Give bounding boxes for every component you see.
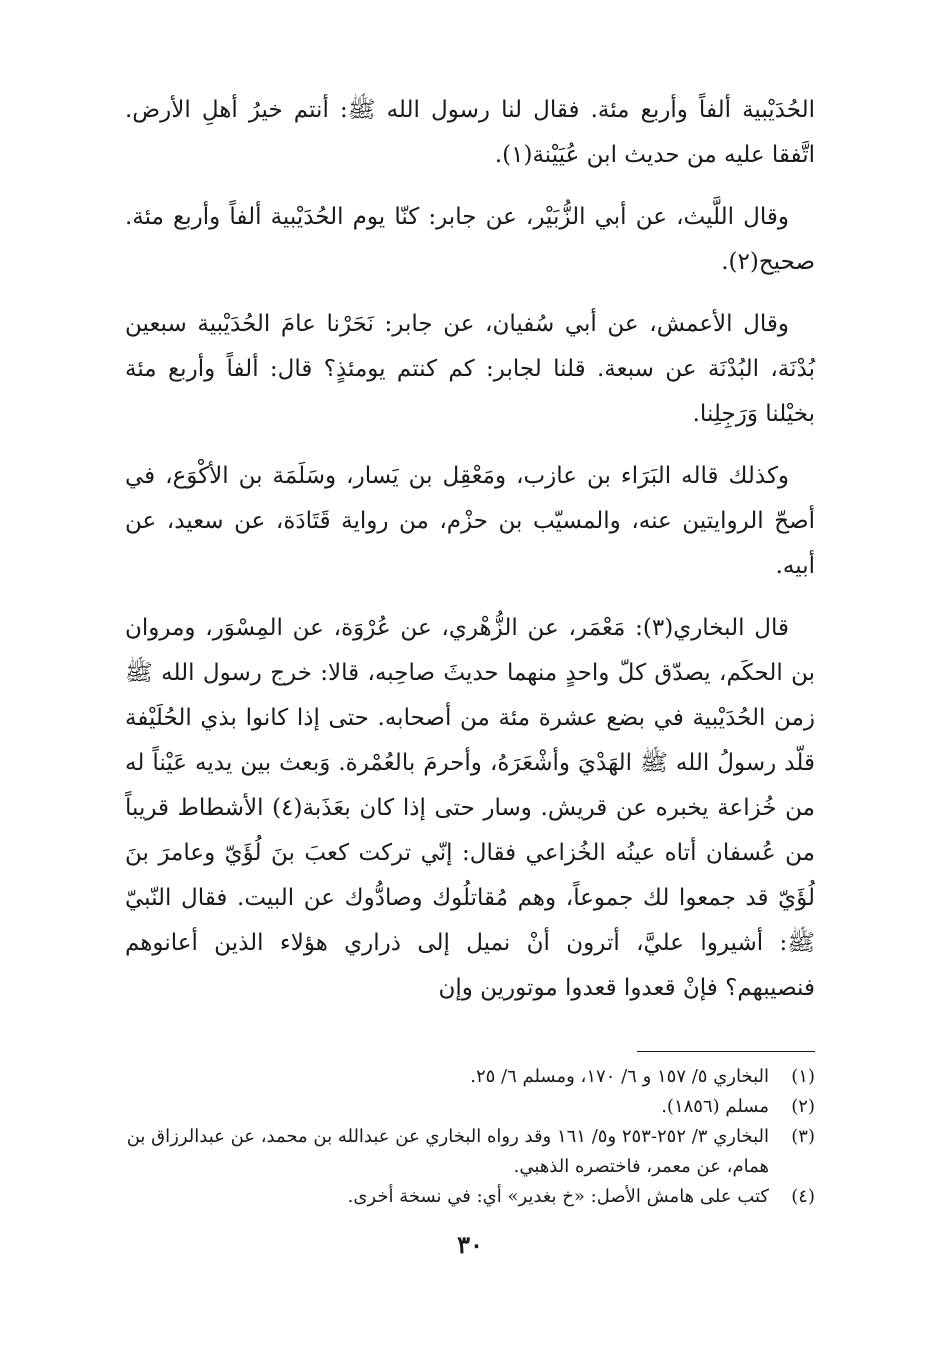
page-number: ٣٠	[457, 1230, 483, 1259]
footnote-number: (٤)	[791, 1186, 815, 1207]
paragraph-1: الحُدَيْبية ألفاً وأربع مئة. فقال لنا رسول الله ﷺ: أنتم خيرُ أهلِ الأرض. اتَّفقا عليه من حديث ابن عُيَيْنة(١).	[125, 97, 815, 168]
footnote-4	[125, 1182, 815, 1212]
main-text	[125, 88, 815, 1011]
footnote-text: البخاري ٥/ ١٥٧ و ٦/ ١٧٠، ومسلم ٦/ ٢٥.	[470, 1066, 769, 1087]
footnote-text: البخاري ٣/ ٢٥٢-٢٥٣ و٥/ ١٦١ وقد رواه البخاري عن عبدالله بن محمد، عن عبدالرزاق بن همام، عن معمر، فاختصره الذهبي.	[126, 1126, 769, 1177]
paragraph-2: وقال اللَّيث، عن أبي الزُّبَيْر، عن جابر: كنّا يوم الحُدَيْبية ألفاً وأربع مئة. صحيح(٢).	[125, 204, 815, 275]
footnote-number: (١)	[791, 1066, 815, 1087]
footnote-text: مسلم (١٨٥٦).	[661, 1096, 769, 1117]
paragraph-3: وقال الأعمش، عن أبي سُفيان، عن جابر: نَحَرْنا عامَ الحُدَيْبية سبعين بُدْنَة، البُدْنَة عن سبعة. قلنا لجابر: كم كنتم يومئذٍ؟ قال: ألفاً وأربع مئة بخيْلنا وَرَجِلِنا.	[125, 311, 815, 427]
footnote-1	[125, 1062, 815, 1092]
footnote-number: (٢)	[791, 1096, 815, 1117]
paragraph-4: وكذلك قاله البَرَاء بن عازب، ومَعْقِل بن يَسار، وسَلَمَة بن الأكْوَع، في أصحّ الروايتين عنه، والمسيّب بن حزْم، من رواية قَتَادَة، عن سعيد، عن أبيه.	[125, 463, 815, 579]
footnote-2	[125, 1092, 815, 1122]
footnote-number: (٣)	[791, 1126, 815, 1147]
footnote-3	[125, 1122, 815, 1182]
footnote-separator	[637, 1051, 815, 1052]
footnotes	[125, 1062, 815, 1212]
paragraph-5: قال البخاري(٣): مَعْمَر، عن الزُّهْري، عن عُرْوَة، عن المِسْوَر، ومروان بن الحكَم، يصدّق كلّ واحدٍ منهما حديثَ صاحِبه، قالا: خرج رسول الله ﷺ زمن الحُدَيْبية في بضع عشرة مئة من أصحابه. حتى إذا كانوا بذي الحُلَيْفة قلّد رسولُ الله ﷺ الهَدْيَ وأشْعَرَهُ، وأحرمَ بالعُمْرة. وَبعث بين يديه عَيْناً له من خُزاعة يخبره عن قريش. وسار حتى إذا كان بعَذَبة(٤) الأشطاط قريباً من عُسفان أتاه عينُه الخُزاعي فقال: إنّي تركت كعبَ بنَ لُؤَيّ وعامرَ بنَ لُؤَيّ قد جمعوا لك جموعاً، وهم مُقاتلُوك وصادُّوك عن البيت. فقال النّبيّ ﷺ: أشيروا عليَّ، أترون أنْ نميل إلى ذراري هؤلاء الذين أعانوهم فنصيبهم؟ فإنْ قعدوا قعدوا موتورين وإن	[125, 615, 815, 1001]
footnote-text: كتب على هامش الأصل: «خ بغدير» أي: في نسخة أخرى.	[347, 1186, 769, 1207]
